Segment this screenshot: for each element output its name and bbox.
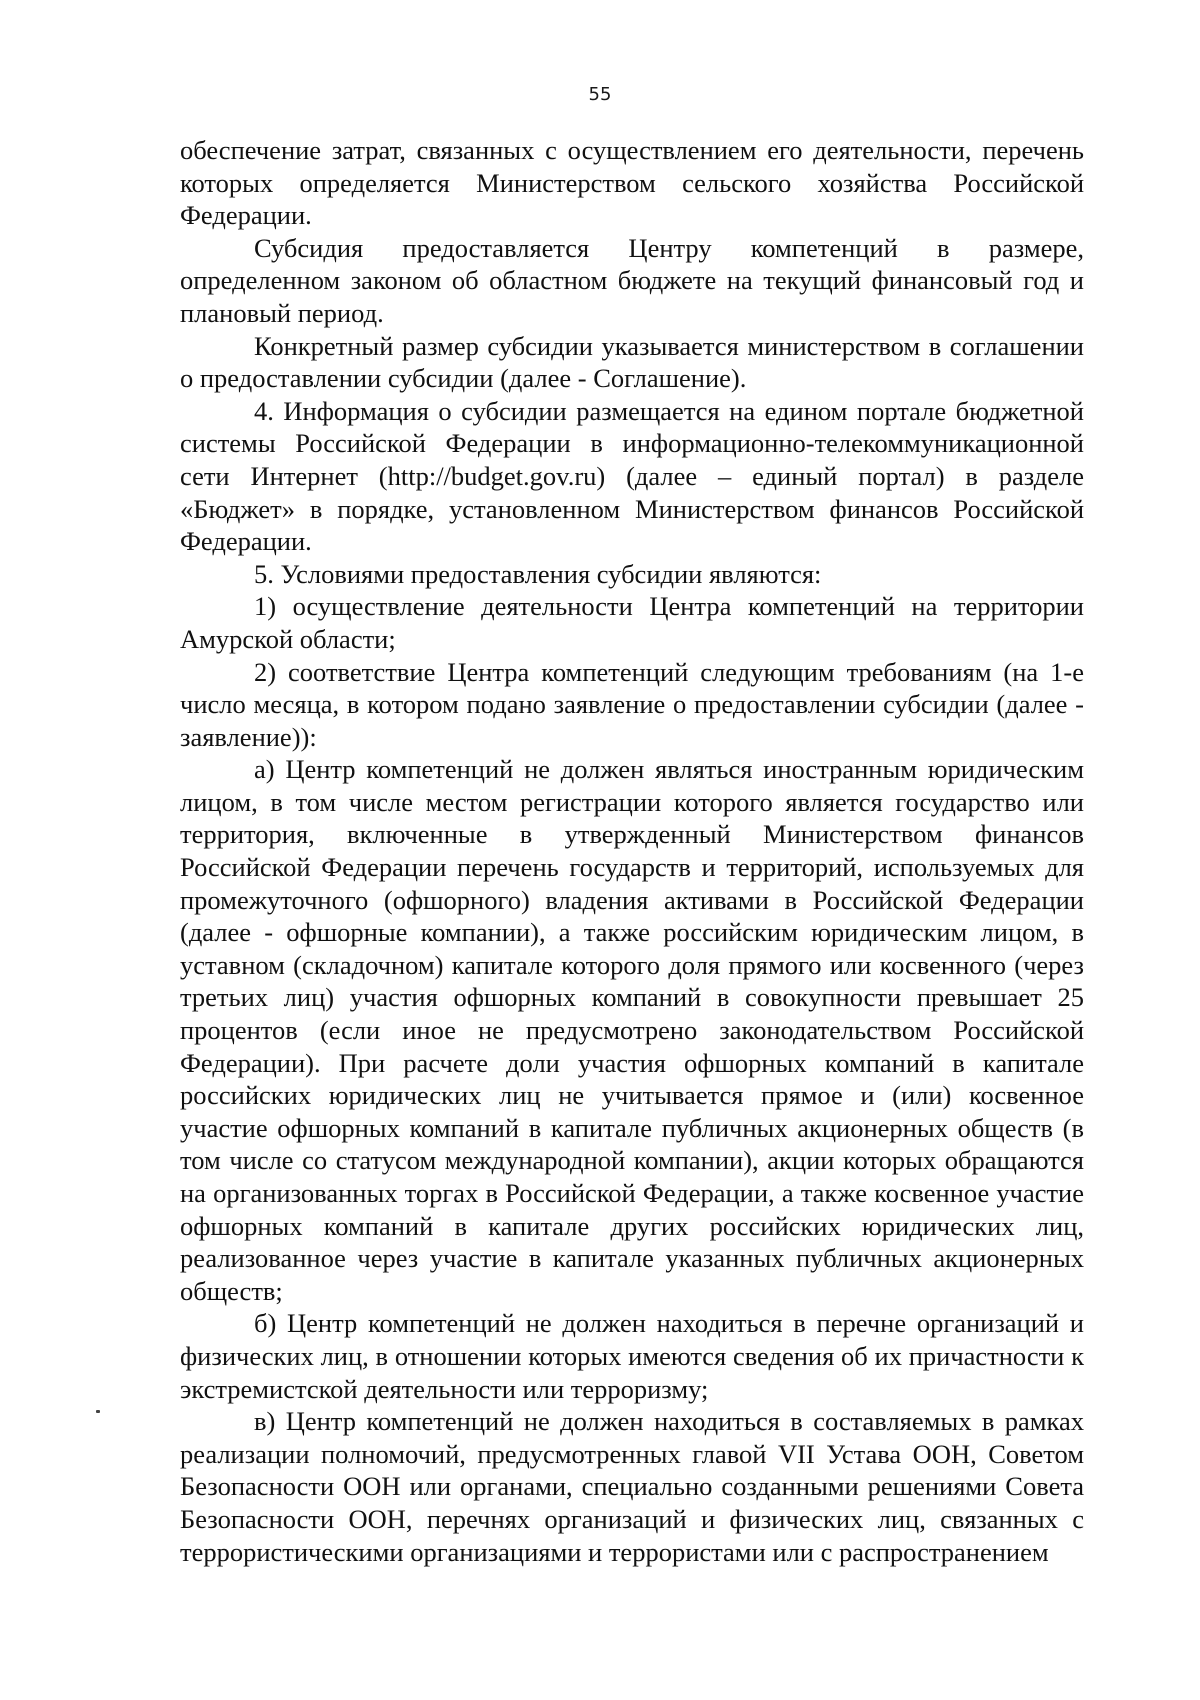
paragraph-item-4: 4. Информация о субсидии размещается на едином портале бюджетной системы Российской Федерации в информационно-телекоммуникационной сети Интернет (http://budget.gov.ru) (далее – единый портал) в разделе «Бюджет» в порядке, установленном Министерством финансов Российской Федерации.	[180, 395, 1084, 557]
paragraph-condition-2: 2) соответствие Центра компетенций следующим требованиям (на 1-е число месяца, в котором подано заявление о предоставлении субсидии (далее - заявление)):	[180, 656, 1084, 752]
scan-artifact-dot	[96, 1410, 100, 1413]
document-body	[180, 134, 1084, 1568]
paragraph-requirement-v: в) Центр компетенций не должен находиться в составляемых в рамках реализации полномочий, предусмотренных главой VII Устава ООН, Советом Безопасности ООН или органами, специально созданными решениями Совета Безопасности ООН, перечнях организаций и физических лиц, связанных с террористическими организациями и террористами или с распространением	[180, 1406, 1084, 1567]
paragraph-subsidy-amount: Субсидия предоставляется Центру компетенций в размере, определенном законом об областном бюджете на текущий финансовый год и плановый период.	[180, 232, 1084, 328]
paragraph-item-5: 5. Условиями предоставления субсидии являются:	[254, 558, 822, 589]
paragraph-requirement-a: а) Центр компетенций не должен являться иностранным юридическим лицом, в том числе местом регистрации которого является государство или территория, включенные в утвержденный Министерством финансов Российской Федерации перечень государств и территорий, используемых для промежуточного (офшорного) владения активами в Российской Федерации (далее - офшорные компании), а также российским юридическим лицом, в уставном (складочном) капитале которого доля прямого или косвенного (через третьих лиц) участия офшорных компаний в совокупности превышает 25 процентов (если иное не предусмотрено законодательством Российской Федерации). При расчете доли участия офшорных компаний в капитале российских юридических лиц не учитывается прямое и (или) косвенное участие офшорных компаний в капитале публичных акционерных обществ (в том числе со статусом международной компании), акции которых обращаются на организованных торгах в Российской Федерации, а также косвенное участие офшорных компаний в капитале других российских юридических лиц, реализованное через участие в капитале указанных публичных акционерных обществ;	[180, 754, 1084, 1306]
paragraph-specific-amount: Конкретный размер субсидии указывается министерством в соглашении о предоставлении субсидии (далее - Соглашение).	[180, 330, 1084, 394]
paragraph-requirement-b: б) Центр компетенций не должен находиться в перечне организаций и физических лиц, в отношении которых имеются сведения об их причастности к экстремистской деятельности или терроризму;	[180, 1308, 1084, 1404]
page-number: 55	[588, 84, 612, 105]
paragraph-condition-1: 1) осуществление деятельности Центра компетенций на территории Амурской области;	[180, 591, 1084, 654]
paragraph-continuation: обеспечение затрат, связанных с осуществлением его деятельности, перечень которых определяется Министерством сельского хозяйства Российской Федерации.	[180, 135, 1084, 231]
